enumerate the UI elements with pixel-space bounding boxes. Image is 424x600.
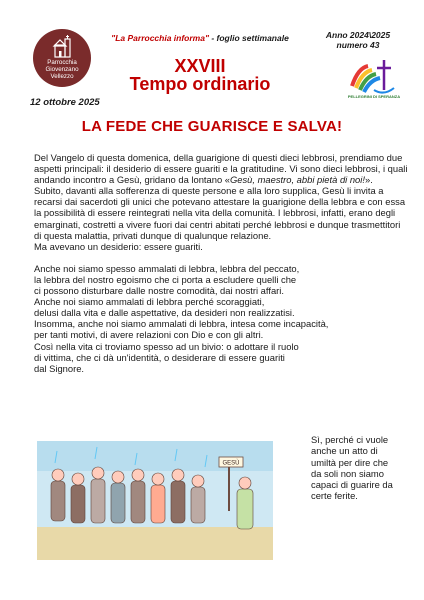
paragraph-2-line: dal Signore.	[34, 362, 85, 374]
parish-logo-line: Parrocchia	[47, 59, 77, 66]
paragraph-2-line: Insomma, anche noi siamo ammalati di lebbra, intesa come incapacità,	[34, 318, 329, 330]
paragraph-2-line: di vittima, che ci dà un'identità, o desiderare di essere guariti	[34, 351, 285, 363]
paragraph-1-text: Del Vangelo di questa domenica, della guarigione di questi dieci lebbrosi, prendiamo due aspetti principali: il desiderio di essere guariti e la gratitudine. Vi sono dieci lebbrosi, i quali andando incontro a Gesù, gridano da lontano «	[34, 152, 408, 186]
paragraph-1	[34, 152, 408, 185]
sign-text: GESÙ	[222, 460, 240, 467]
jubilee-logo	[344, 56, 400, 108]
paragraph-2-line: ci possono disturbare dalle nostre comodità, dai nostri affari.	[34, 285, 284, 297]
paragraph-1-quote-end: ».	[364, 174, 373, 186]
page-title-line1: XXVIII	[174, 56, 226, 76]
parish-logo-text	[33, 59, 91, 80]
parish-logo-line: Vellezzo	[50, 73, 74, 80]
paragraph-2-line: delusi dalla vita e dalle aspettative, da desideri non realizzatisi.	[34, 307, 295, 319]
jubilee-caption: PELLEGRINI DI SPERANZA	[347, 94, 401, 99]
paragraph-2	[34, 263, 408, 374]
issue-year: Anno 2024\2025	[325, 30, 391, 40]
issue-number: numero 43	[336, 40, 380, 50]
issue-date: 12 ottobre 2025	[30, 97, 100, 108]
parish-logo-line: Giovenzano	[45, 66, 79, 73]
side-note: Sì, perché ci vuole anche un atto di umiltà per dire che da soli non siamo capaci di guarire da certe ferite.	[311, 434, 393, 502]
paragraph-1-continued: Subito, davanti alla sofferenza di queste persone e alla loro supplica, Gesù li invita a recarsi dai sacerdoti gli unici che potevano attestare la guarigione della lebbra e con essa la possibilità di essere reintegrati nella vita della comunità. I lebbrosi, infatti, erano degli emarginati, costretti a vivere fuori dai centri abitati perché lebbrosi e dunque trasmettitori di questa malattia, privati dunque di qualunque relazione.	[34, 185, 406, 241]
article-headline: LA FEDE CHE GUARISCE E SALVA!	[81, 118, 343, 135]
page-title-line2: Tempo ordinario	[129, 74, 271, 94]
gospel-quote: Gesù, maestro, abbi pietà di noi!	[229, 174, 365, 186]
jubilee-emblem-icon	[344, 56, 400, 96]
paragraph-2-line: Anche noi siamo ammalati di lebbra perché scoraggiati,	[34, 296, 265, 308]
paragraph-2-line: Così nella vita ci troviamo spesso ad un bivio: o adottare il ruolo	[34, 340, 299, 352]
lepers-illustration	[37, 441, 273, 560]
church-icon	[50, 35, 74, 59]
article-body	[34, 152, 408, 374]
parish-logo	[33, 29, 91, 87]
masthead-suffix: - foglio settimanale	[208, 33, 289, 43]
paragraph-1-last: Ma avevano un desiderio: essere guariti.	[34, 240, 203, 252]
paragraph-2-line: la lebbra del nostro egoismo che ci porta a escludere quelli che	[34, 273, 297, 285]
paragraph-2-line: per tanti motivi, di avere relazioni con Dio e con gli altri.	[34, 329, 264, 341]
paragraph-2-line: Anche noi siamo spesso ammalati di lebbra, lebbra del peccato,	[34, 262, 300, 274]
issue-info	[318, 30, 398, 50]
masthead	[100, 33, 300, 43]
masthead-brand: "La Parrocchia informa"	[111, 33, 209, 43]
